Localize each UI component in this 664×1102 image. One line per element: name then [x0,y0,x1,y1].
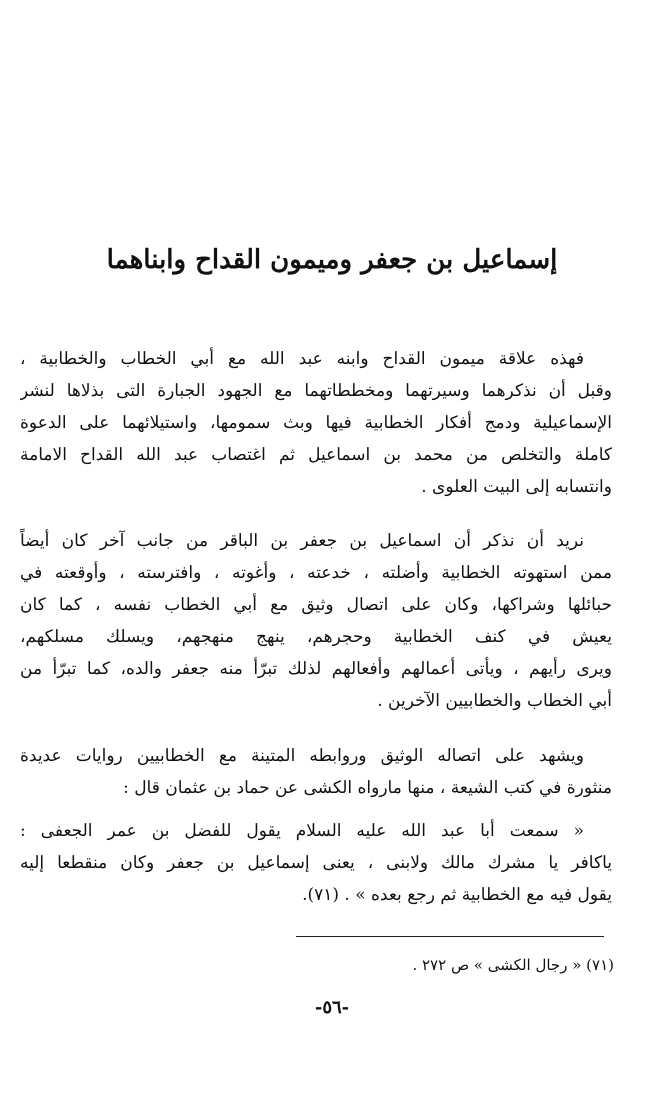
quotation [20,815,612,911]
paragraph-1 [20,343,612,503]
paragraph-line: الإسماعيلية ودمج أفكار الخطابية فيها وبث سمومها، واستيلائهما على الدعوة [20,413,612,433]
paragraph-line: ويرى رأيهم ، ويأتى أعمالهم وأفعالهم لذلك تبرّأ منه جعفر والده، كما تبرّأ من [20,659,612,679]
paragraph-2 [20,525,612,717]
paragraph-line: « سمعت أبا عبد الله عليه السلام يقول للفضل بن عمر الجعفى : [20,821,584,841]
page-number: -٥٦- [314,997,350,1018]
paragraph-line: ياكافر يا مشرك مالك ولابنى ، يعنى إسماعيل بن جعفر وكان منقطعا إليه [20,853,612,873]
paragraph-line: ممن استهوته الخطابية وأضلته ، خدعته ، وأغوته ، وافترسته ، وأوقعته في [20,563,612,583]
paragraph-line: يقول فيه مع الخطابية ثم رجع بعده » . (٧١). [302,885,612,905]
paragraph-line: أبي الخطاب والخطابيين الآخرين . [377,691,612,711]
paragraph-line: وانتسابه إلى البيت العلوى . [421,477,612,497]
paragraph-line: وقبل أن نذكرهما وسيرتهما ومخططاتهما مع الجهود الجبارة التى بذلاها لنشر [20,381,612,401]
paragraph-line: نريد أن نذكر أن اسماعيل بن جعفر بن الباقر من جانب آخر كان أيضاً [20,531,584,551]
paragraph-line: يعيش في كنف الخطابية وحجرهم، ينهج منهجهم، ويسلك مسلكهم، [20,627,612,647]
paragraph-line: فهذه علاقة ميمون القداح وابنه عبد الله مع أبي الخطاب والخطابية ، [20,349,584,369]
paragraph-line: حبائلها وشراكها، وكان على اتصال وثيق مع أبي الخطاب نفسه ، كما كان [20,595,612,615]
paragraph-line: منثورة في كتب الشيعة ، منها مارواه الكشى عن حماد بن عثمان قال : [123,778,612,798]
footnote: (٧١) « رجال الكشى » ص ٢٧٢ . [412,956,614,974]
chapter-title: إسماعيل بن جعفر وميمون القداح وابناهما [106,245,558,275]
paragraph-line: ويشهد على اتصاله الوثيق وروابطه المتينة مع الخطابيين روايات عديدة [20,746,584,766]
paragraph-3 [20,740,612,804]
footnote-divider [296,936,604,937]
paragraph-line: كاملة والتخلص من محمد بن اسماعيل ثم اغتصاب عبد الله القداح الامامة [20,445,612,465]
